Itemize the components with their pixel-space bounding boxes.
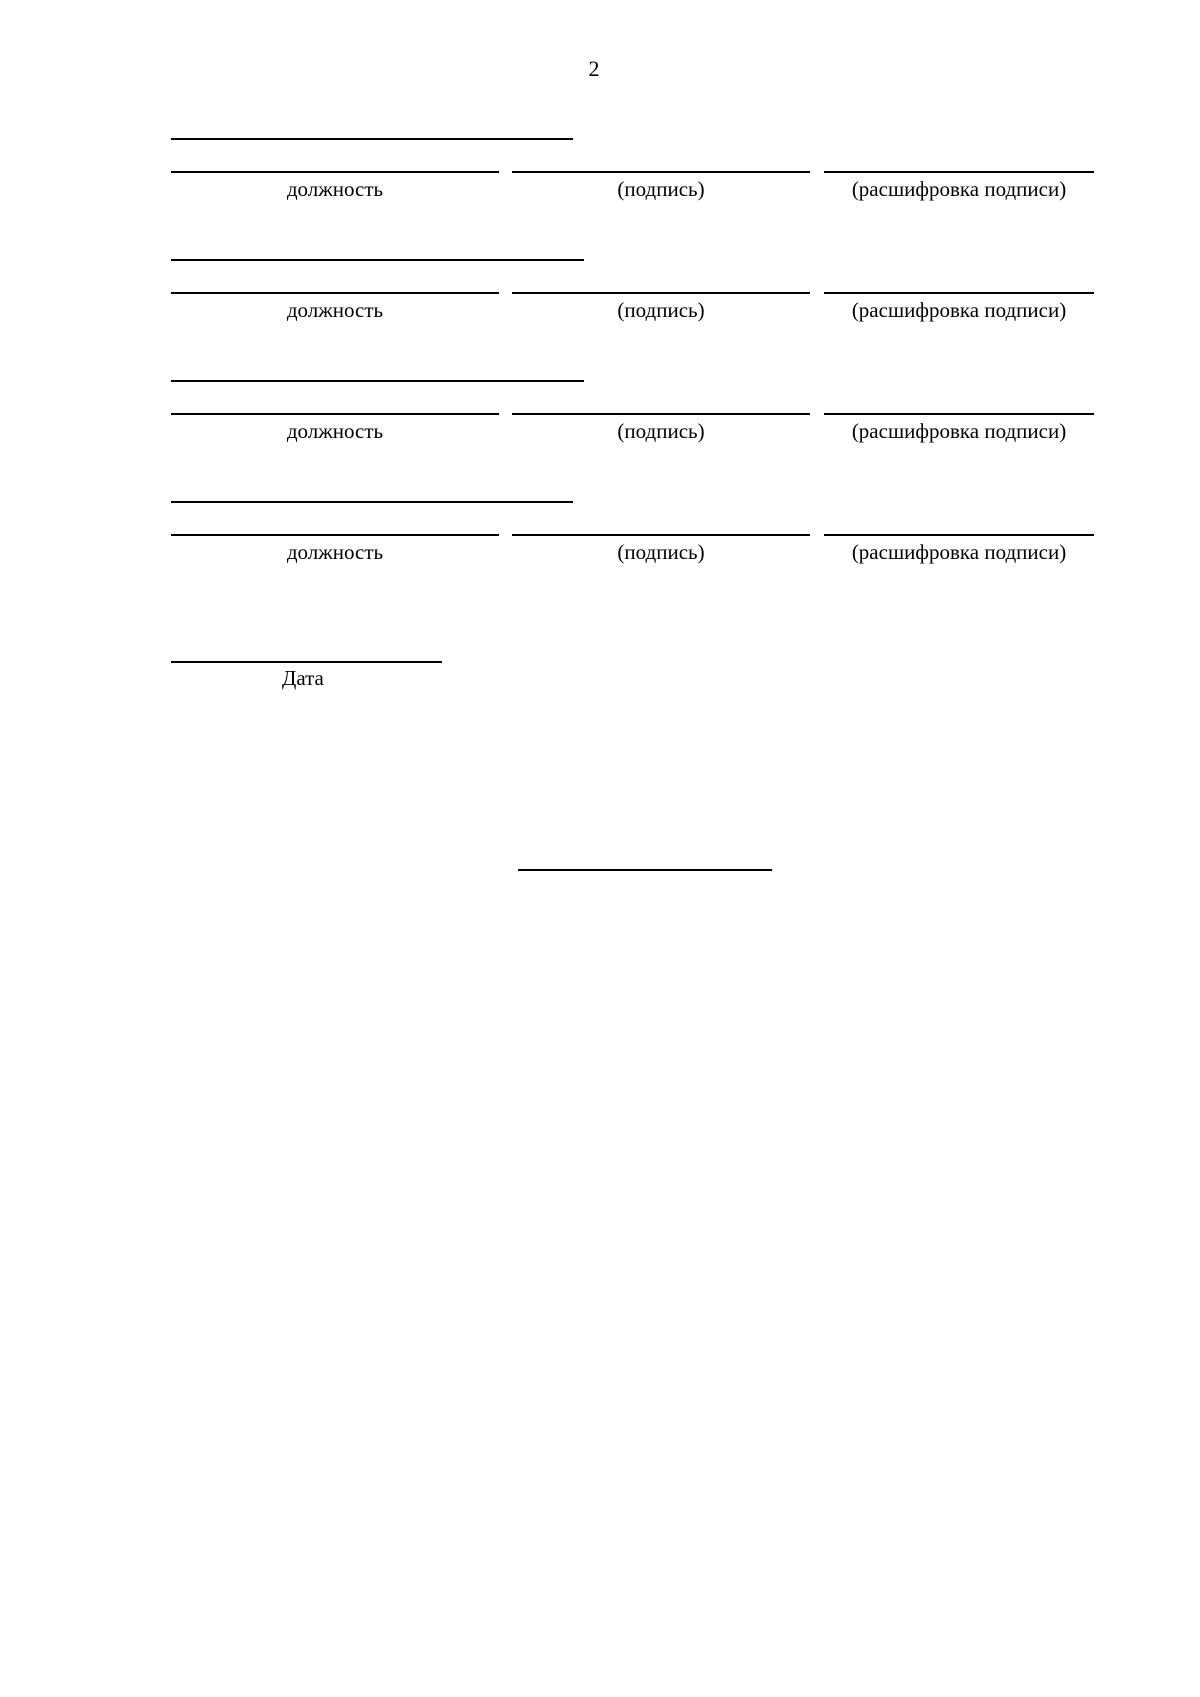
decoding-caption: (расшифровка подписи) bbox=[851, 298, 1067, 322]
signature-caption: (подпись) bbox=[617, 177, 705, 201]
position-line bbox=[171, 534, 499, 536]
organization-line bbox=[171, 138, 573, 140]
signature-caption: (подпись) bbox=[617, 419, 705, 443]
decoding-line bbox=[824, 171, 1094, 173]
signature-block bbox=[0, 249, 1200, 359]
signature-block bbox=[0, 370, 1200, 480]
signature-line bbox=[512, 534, 810, 536]
date-caption: Дата bbox=[282, 666, 324, 690]
position-caption: должность bbox=[286, 540, 384, 564]
signature-block bbox=[0, 491, 1200, 601]
decoding-caption: (расшифровка подписи) bbox=[851, 177, 1067, 201]
decoding-caption: (расшифровка подписи) bbox=[851, 419, 1067, 443]
date-line bbox=[171, 661, 442, 663]
decoding-line bbox=[824, 534, 1094, 536]
position-caption: должность bbox=[286, 419, 384, 443]
signature-caption: (подпись) bbox=[617, 298, 705, 322]
position-caption: должность bbox=[286, 298, 384, 322]
position-line bbox=[171, 292, 499, 294]
position-line bbox=[171, 413, 499, 415]
organization-line bbox=[171, 259, 584, 261]
end-of-document-line bbox=[518, 869, 772, 871]
signature-block bbox=[0, 128, 1200, 238]
organization-line bbox=[171, 501, 573, 503]
signature-line bbox=[512, 171, 810, 173]
decoding-line bbox=[824, 413, 1094, 415]
date-block bbox=[0, 654, 1200, 714]
signature-caption: (подпись) bbox=[617, 540, 705, 564]
page-number: 2 bbox=[588, 56, 600, 81]
decoding-line bbox=[824, 292, 1094, 294]
decoding-caption: (расшифровка подписи) bbox=[851, 540, 1067, 564]
signature-line bbox=[512, 413, 810, 415]
signature-line bbox=[512, 292, 810, 294]
position-line bbox=[171, 171, 499, 173]
organization-line bbox=[171, 380, 584, 382]
position-caption: должность bbox=[286, 177, 384, 201]
